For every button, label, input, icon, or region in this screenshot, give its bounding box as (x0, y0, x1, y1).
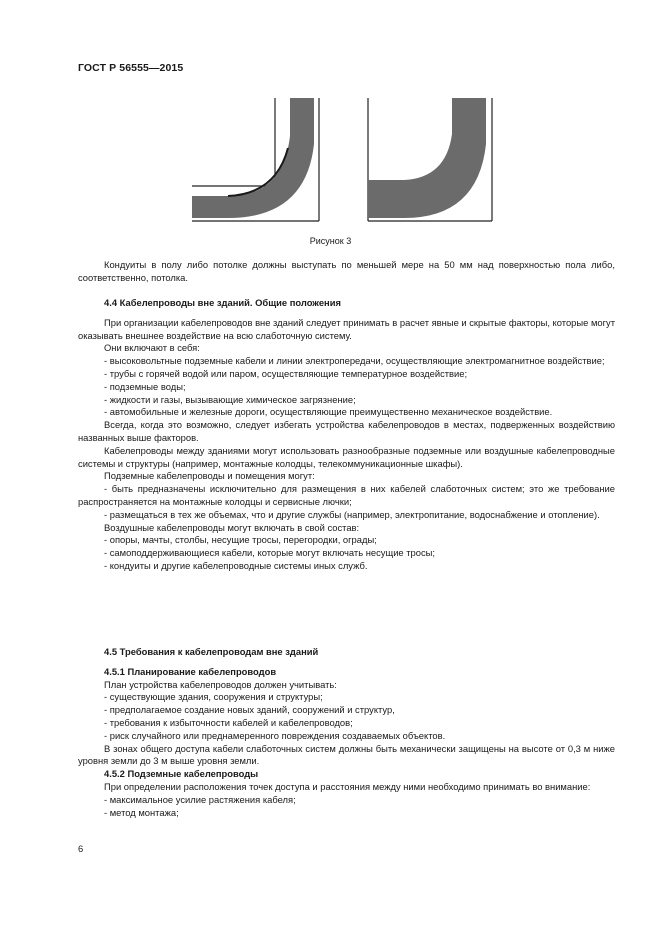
paragraph-conduits-floor (78, 259, 615, 285)
paragraph: План устройства кабелепроводов должен учитывать: (104, 678, 337, 690)
list-item: - опоры, мачты, столбы, несущие тросы, перегородки, ограды; (104, 534, 377, 546)
list-item: - метод монтажа; (104, 806, 179, 818)
section-4-4 (78, 297, 615, 573)
list-item: - самоподдерживающиеся кабели, которые могут включать несущие тросы; (104, 547, 436, 559)
paragraph: Они включают в себя: (104, 342, 200, 354)
list-item: - подземные воды; (104, 380, 186, 392)
subsection-heading: 4.5.1 Планирование кабелепроводов (104, 665, 277, 677)
list-item: - высоковольтные подземные кабели и линии электропередачи, осуществляющие электромагнитное воздействие; (104, 355, 605, 367)
bend-drawing-left (192, 98, 319, 221)
paragraph: В зонах общего доступа кабели слаботочных систем должны быть механически защищены на высоте от 0,3 м ниже уровня земли до 3 м выше уровня земли. (78, 742, 615, 767)
list-item: - требования к избыточности кабелей и кабелепроводов; (104, 716, 353, 728)
section-heading: 4.5 Требования к кабелепроводам вне зданий (104, 646, 319, 657)
figure-3-conduit-bends (188, 96, 498, 224)
paragraph: Кабелепроводы между зданиями могут использовать разнообразные подземные или воздушные кабелепроводные системы и структуры (например, монтажные колодцы, телекоммуникационные шкафы). (78, 444, 615, 469)
list-item: - максимальное усилие растяжения кабеля; (104, 793, 296, 805)
section-4-5 (78, 646, 615, 819)
list-item: - кондуиты и другие кабелепроводные системы иных служб. (104, 559, 368, 571)
paragraph: Кондуиты в полу либо потолке должны выступать по меньшей мере на 50 мм над поверхностью пола либо, соответственно, потолка. (78, 259, 615, 283)
subsection-heading: 4.5.2 Подземные кабелепроводы (104, 768, 259, 780)
paragraph: Подземные кабелепроводы и помещения могут: (104, 470, 315, 482)
paragraph: При определении расположения точек доступа и расстояния между ними необходимо принимать во внимание: (104, 780, 591, 792)
document-header: ГОСТ Р 56555—2015 (78, 62, 184, 74)
list-item: - риск случайного или преднамеренного повреждения создаваемых объектов. (104, 729, 446, 741)
paragraph: При организации кабелепроводов вне зданий следует принимать в расчет явные и скрытые факторы, которые могут оказывать внешнее воздействие на всю слаботочную систему. (78, 316, 615, 341)
list-item: - автомобильные и железные дороги, осуществляющие преимущественно механическое воздействие. (104, 406, 553, 418)
list-item: - размещаться в тех же объемах, что и другие службы (например, электропитание, водоснабжение и отопление). (104, 508, 600, 520)
bend-drawing-right (368, 98, 492, 221)
list-item: - жидкости и газы, вызывающие химическое загрязнение; (104, 393, 356, 405)
list-item: - существующие здания, сооружения и структуры; (104, 691, 323, 703)
list-item: - быть предназначены исключительно для размещения в них кабелей слаботочных систем; это же требование распространяется на монтажные колодцы и сервисные лючки; (78, 483, 615, 507)
page-number: 6 (78, 843, 84, 854)
paragraph: Воздушные кабелепроводы могут включать в свой состав: (104, 521, 360, 533)
paragraph: Всегда, когда это возможно, следует избегать устройства кабелепроводов в местах, подверженных воздействию названных выше факторов. (78, 419, 615, 443)
figure-caption: Рисунок 3 (309, 236, 352, 246)
list-item: - предполагаемое создание новых зданий, сооружений и структур, (104, 704, 395, 716)
section-heading: 4.4 Кабелепроводы вне зданий. Общие положения (104, 297, 341, 308)
list-item: - трубы с горячей водой или паром, осуществляющие температурное воздействие; (104, 367, 468, 379)
